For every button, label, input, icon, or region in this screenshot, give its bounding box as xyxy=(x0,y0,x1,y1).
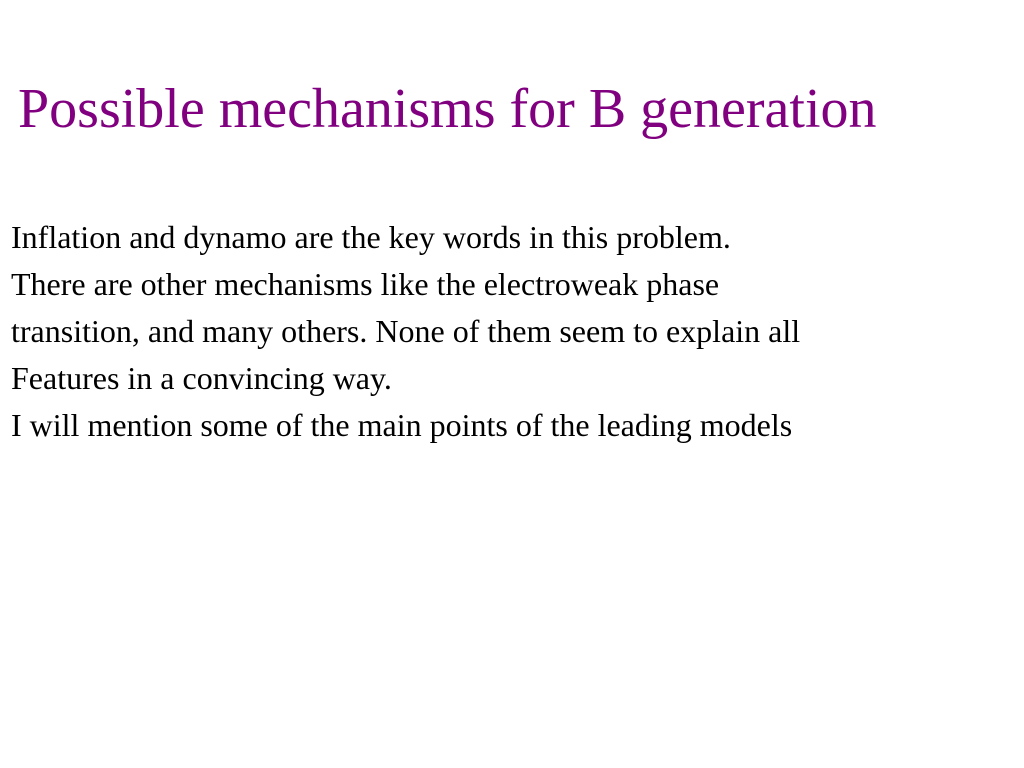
slide-body xyxy=(11,214,1016,449)
slide-title: Possible mechanisms for B generation xyxy=(18,78,877,140)
body-line: Inflation and dynamo are the key words in this problem. xyxy=(11,219,731,255)
body-line: Features in a convincing way. xyxy=(11,360,392,396)
body-line: I will mention some of the main points of the leading models xyxy=(11,407,793,443)
body-line: There are other mechanisms like the electroweak phase xyxy=(11,266,720,302)
body-line: transition, and many others. None of them seem to explain all xyxy=(11,313,801,349)
